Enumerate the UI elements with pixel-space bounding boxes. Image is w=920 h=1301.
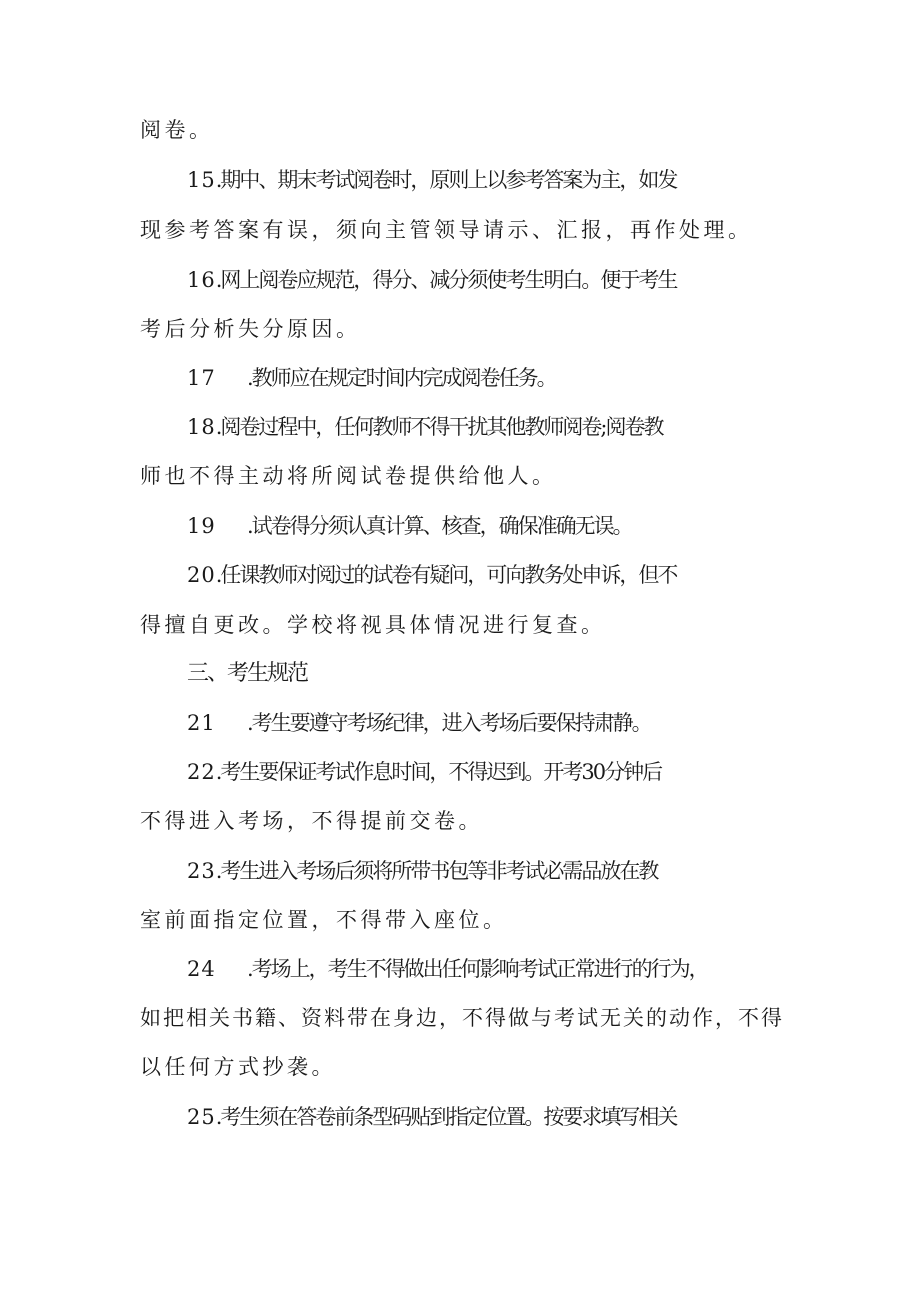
item-number: 20 xyxy=(187,563,216,587)
line-text: 得擅自更改。学校将视具体情况进行复查。 xyxy=(140,613,606,637)
line-text: .考生须在答卷前条型码贴到指定位置。按要求填写相关 xyxy=(215,1105,677,1129)
text-line-1 xyxy=(140,116,790,144)
item-15-line-2 xyxy=(140,216,790,244)
item-24-line-1 xyxy=(187,955,837,983)
item-21-line-1 xyxy=(187,709,837,737)
line-text: .考生进入考场后须将所带书包等非考试必需品放在教 xyxy=(215,859,658,883)
item-20-line-2 xyxy=(140,611,790,639)
item-number: 24 xyxy=(187,957,216,981)
line-text: 现参考答案有误，须向主管领导请示、汇报，再作处理。 xyxy=(140,218,753,242)
item-15-line-1 xyxy=(187,166,837,194)
item-19-line-1 xyxy=(187,512,837,540)
line-text: .考场上，考生不得做出任何影响考试正常进行的行为， xyxy=(247,957,708,981)
item-20-line-1 xyxy=(187,561,837,589)
item-18-line-1 xyxy=(187,413,837,441)
item-25-line-1 xyxy=(187,1103,837,1131)
line-text: 不得进入考场，不得提前交卷。 xyxy=(140,809,483,833)
item-23-line-1 xyxy=(187,857,837,885)
item-number: 25 xyxy=(187,1105,216,1129)
line-text: 阅卷。 xyxy=(140,118,214,142)
item-number: 18 xyxy=(187,415,216,439)
item-number: 16 xyxy=(187,268,216,292)
item-17-line-1 xyxy=(187,364,837,392)
item-23-line-2 xyxy=(140,906,790,934)
line-text: 室前面指定位置，不得带入座位。 xyxy=(140,908,508,932)
item-16-line-1 xyxy=(187,266,837,294)
item-24-line-3 xyxy=(140,1053,790,1081)
line-text: .任课教师对阅过的试卷有疑问，可向教务处申诉，但不 xyxy=(215,563,677,587)
line-text: .网上阅卷应规范，得分、减分须使考生明白。便于考生 xyxy=(215,268,677,292)
section-heading xyxy=(187,660,837,688)
line-text: .阅卷过程中，任何教师不得干扰其他教师阅卷;阅卷教 xyxy=(215,415,663,439)
line-text: .试卷得分须认真计算、核查，确保准确无误。 xyxy=(247,514,632,538)
line-text: .期中、期末考试阅卷时，原则上以参考答案为主，如发 xyxy=(215,168,677,192)
item-number: 22 xyxy=(187,760,216,784)
line-text: .考生要遵守考场纪律，进入考场后要保持肃静。 xyxy=(247,711,651,735)
line-text: 以任何方式抄袭。 xyxy=(140,1055,336,1079)
item-number: 17 xyxy=(187,366,216,390)
item-16-line-2 xyxy=(140,315,790,343)
item-number: 15 xyxy=(187,168,216,192)
item-22-line-2 xyxy=(140,807,790,835)
line-text: .考生要保证考试作息时间，不得迟到。开考30分钟后 xyxy=(215,760,662,784)
item-number: 21 xyxy=(187,711,216,735)
item-24-line-2 xyxy=(140,1004,790,1032)
item-22-line-1 xyxy=(187,758,837,786)
item-number: 19 xyxy=(187,514,216,538)
line-text: .教师应在规定时间内完成阅卷任务。 xyxy=(247,366,556,390)
section-title: 三、考生规范 xyxy=(187,661,308,686)
line-text: 考后分析失分原因。 xyxy=(140,317,361,341)
line-text: 如把相关书籍、资料带在身边，不得做与考试无关的动作，不得 xyxy=(140,1006,784,1030)
item-18-line-2 xyxy=(140,462,790,490)
line-text: 师也不得主动将所阅试卷提供给他人。 xyxy=(140,464,557,488)
item-number: 23 xyxy=(187,859,216,883)
